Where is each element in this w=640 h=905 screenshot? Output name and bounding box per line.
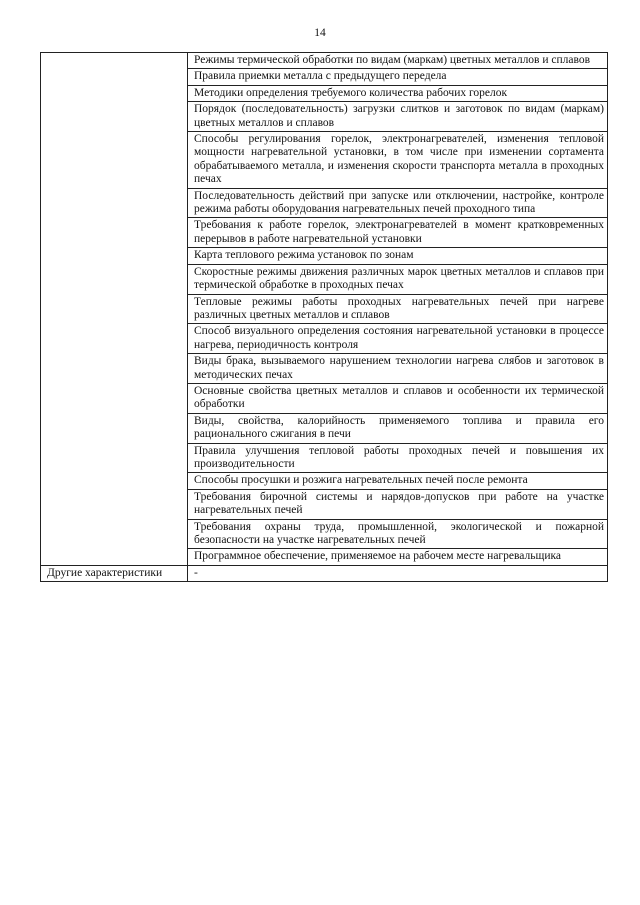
knowledge-item: Способы регулирования горелок, электронагревателей, изменения тепловой мощности нагревательной установки, в том числе при изменении сортамента обрабатываемого металла, и изменения скорости транспорта металла в проходных печах — [188, 132, 608, 189]
knowledge-item: Методики определения требуемого количества рабочих горелок — [188, 85, 608, 101]
knowledge-item: Способы просушки и розжига нагревательных печей после ремонта — [188, 473, 608, 489]
knowledge-item: Карта теплового режима установок по зонам — [188, 248, 608, 264]
knowledge-item: Тепловые режимы работы проходных нагревательных печей при нагреве различных цветных металлов и сплавов — [188, 294, 608, 324]
requirements-table-body — [41, 53, 608, 582]
knowledge-item: Правила приемки металла с предыдущего передела — [188, 69, 608, 85]
knowledge-item: Правила улучшения тепловой работы проходных печей и повышения их производительности — [188, 443, 608, 473]
knowledge-item: Требования бирочной системы и нарядов-допусков при работе на участке нагревательных печей — [188, 489, 608, 519]
knowledge-item: Способ визуального определения состояния нагревательной установки в процессе нагрева, периодичность контроля — [188, 324, 608, 354]
knowledge-label-cell — [41, 53, 188, 566]
table-row-other — [41, 565, 608, 581]
knowledge-item: Скоростные режимы движения различных марок цветных металлов и сплавов при термической обработке в проходных печах — [188, 264, 608, 294]
knowledge-item: Порядок (последовательность) загрузки слитков и заготовок по видам (маркам) цветных металлов и сплавов — [188, 102, 608, 132]
table-row-knowledge-first — [41, 53, 608, 69]
page-number: 14 — [314, 27, 326, 39]
knowledge-item: Программное обеспечение, применяемое на рабочем месте нагревальщика — [188, 549, 608, 565]
knowledge-item: Требования охраны труда, промышленной, экологической и пожарной безопасности на участке нагревательных печей — [188, 519, 608, 549]
knowledge-item: Требования к работе горелок, электронагревателей в момент кратковременных перерывов в работе нагревательной установки — [188, 218, 608, 248]
other-characteristics-label: Другие характеристики — [41, 565, 188, 581]
knowledge-item: Основные свойства цветных металлов и сплавов и особенности их термической обработки — [188, 383, 608, 413]
knowledge-item: Режимы термической обработки по видам (маркам) цветных металлов и сплавов — [188, 53, 608, 69]
knowledge-item: Виды, свойства, калорийность применяемого топлива и правила его рационального сжигания в печи — [188, 413, 608, 443]
knowledge-item: Виды брака, вызываемого нарушением технологии нагрева слябов и заготовок в методических печах — [188, 354, 608, 384]
knowledge-item: Последовательность действий при запуске или отключении, настройке, контроле режима работы оборудования нагревательных печей проходного типа — [188, 188, 608, 218]
requirements-table — [40, 52, 608, 582]
other-characteristics-value: - — [188, 565, 608, 581]
